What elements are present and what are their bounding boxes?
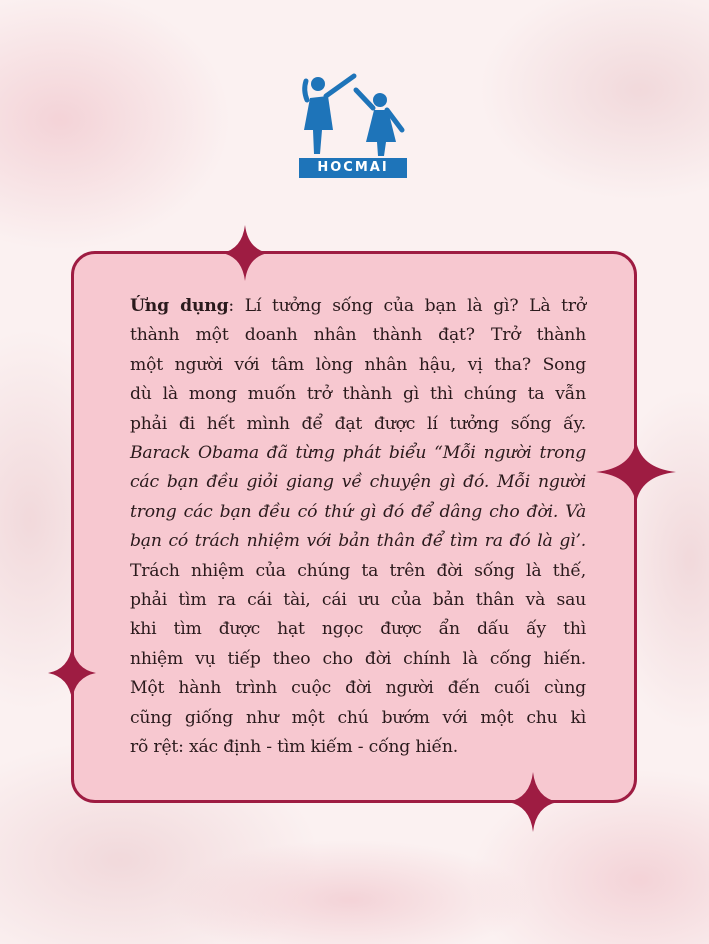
text-line: phải đi hết mình để đạt được lí tưởng sống ấy. bbox=[130, 413, 586, 434]
text-line: Một hành trình cuộc đời người đến cuối cùng bbox=[130, 678, 586, 699]
text-line: cũng giống như một chú bướm với một chu kì bbox=[130, 707, 586, 728]
text-line: nhiệm vụ tiếp theo cho đời chính là cống hiến. bbox=[130, 648, 586, 669]
term-label: Ứng dụng bbox=[130, 296, 229, 316]
quote-line: trong các bạn đều có thứ gì đó để dâng cho đời. Và bbox=[130, 501, 586, 522]
text-line: dù là mong muốn trở thành gì thì chúng ta vẫn bbox=[130, 384, 586, 405]
hocmai-logo bbox=[298, 72, 408, 182]
quote-card bbox=[71, 251, 637, 803]
text-line: rõ rệt: xác định - tìm kiếm - cống hiến. bbox=[130, 737, 459, 758]
card-paragraph bbox=[130, 292, 586, 763]
text-line: một người với tâm lòng nhân hậu, vị tha? Song bbox=[130, 354, 586, 375]
quote-line: bạn có trách nhiệm với bản thân để tìm ra đó là gì’. bbox=[130, 531, 586, 552]
sparkle-icon bbox=[222, 225, 268, 281]
sparkle-icon bbox=[48, 646, 96, 700]
text-line: thành một doanh nhân thành đạt? Trở thành bbox=[130, 325, 586, 346]
sparkle-icon bbox=[508, 772, 558, 832]
text-line: Trách nhiệm của chúng ta trên đời sống là thế, bbox=[130, 560, 586, 581]
text-line: Ứng dụng: Lí tưởng sống của bạn là gì? Là trở bbox=[130, 296, 586, 316]
quote-line: các bạn đều giỏi giang về chuyện gì đó. Mỗi người bbox=[130, 472, 586, 493]
hocmai-figures-icon bbox=[298, 72, 408, 158]
sparkle-icon bbox=[596, 440, 676, 504]
hocmai-logo-text: HOCMAI bbox=[299, 158, 407, 178]
text-line: phải tìm ra cái tài, cái ưu của bản thân và sau bbox=[130, 590, 586, 611]
quote-line: Barack Obama đã từng phát biểu “Mỗi người trong bbox=[130, 443, 586, 464]
text-line: khi tìm được hạt ngọc được ẩn dấu ấy thì bbox=[130, 619, 586, 640]
